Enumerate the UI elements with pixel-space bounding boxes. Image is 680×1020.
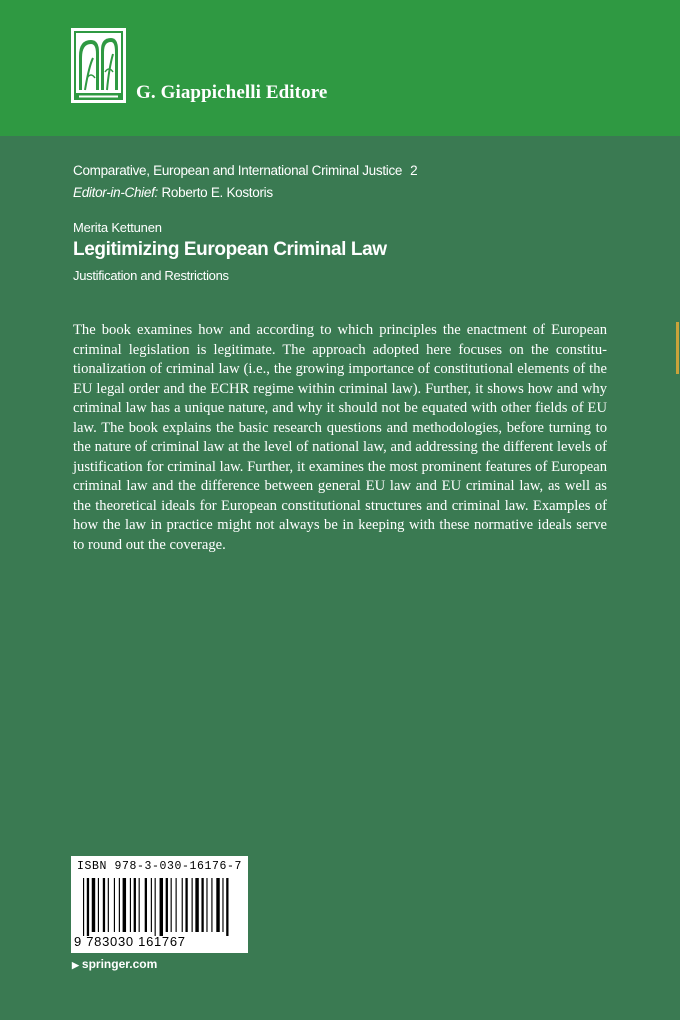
series-line: [73, 163, 417, 178]
barcode-bar: [160, 878, 163, 936]
edge-marker: [676, 322, 679, 374]
book-title: Legitimizing European Criminal Law: [73, 239, 387, 260]
editor-line: [73, 185, 273, 200]
barcode-bar: [108, 878, 109, 932]
book-subtitle: Justification and Restrictions: [73, 268, 229, 283]
isbn-barcode-box: [71, 856, 248, 953]
barcode-bar: [87, 878, 89, 936]
triangle-right-icon: ▶: [72, 960, 79, 970]
barcode-bar: [83, 878, 84, 936]
book-blurb: The book examines how and according to which principles the enactment of European criminal legislation is legitimate. The approach adopted here focuses on the constitutionalization of criminal law (i.e., the growing importance of constitutional elements of the EU legal order and the ECHR regime within criminal law). Further, it shows how and why criminal law has a unique nature, and why it should not be equated with other fields of EU law. The book explains the basic research questions and methodologies, before turning to the nature of criminal law at the level of national law, and addressing the different levels of justification for criminal law. Further, it examines the most prominent features of European criminal law and the difference between general EU law and EU criminal law, as well as the theoretical ideals for European constitutional structures and criminal law. Examples of how the law in practice might not always be in keeping with these normative ideals serve to round out the coverage.: [73, 322, 607, 553]
barcode-bar: [211, 878, 212, 932]
barcode-bar: [195, 878, 198, 932]
barcode-bar: [192, 878, 193, 932]
barcode-bar: [139, 878, 140, 932]
series-number: 2: [410, 163, 418, 178]
barcode-bar: [185, 878, 187, 932]
barcode-bar: [123, 878, 126, 932]
series-title: Comparative, European and International Criminal Justice: [73, 163, 403, 178]
barcode-bar: [145, 878, 147, 932]
barcode-bar: [222, 878, 223, 932]
barcode-bar: [166, 878, 168, 932]
barcode-bar: [98, 878, 99, 932]
isbn-label: ISBN 978-3-030-16176-7: [77, 860, 243, 873]
barcode-bar: [92, 878, 95, 932]
barcode-bar: [103, 878, 105, 932]
barcode-digits: 9 783030 161767: [74, 934, 186, 949]
barcode-bar: [206, 878, 207, 932]
barcode-bar: [130, 878, 131, 932]
editor-role: Editor-in-Chief:: [73, 185, 158, 200]
publisher-logo-icon: [71, 28, 126, 103]
barcode-bar: [114, 878, 115, 932]
editor-name: Roberto E. Kostoris: [161, 185, 273, 200]
springer-url: springer.com: [81, 957, 158, 971]
barcode-bar: [176, 878, 177, 932]
book-author: Merita Kettunen: [73, 220, 162, 235]
barcode-bar: [151, 878, 152, 932]
barcode-bar: [171, 878, 172, 932]
barcode: [81, 878, 241, 938]
springer-link[interactable]: [72, 957, 157, 971]
barcode-bar: [119, 878, 120, 932]
barcode-bar: [134, 878, 136, 932]
barcode-bar: [226, 878, 228, 936]
publisher-name: G. Giappichelli Editore: [136, 82, 328, 103]
barcode-bar: [155, 878, 156, 936]
barcode-bar: [216, 878, 219, 932]
barcode-bar: [182, 878, 183, 932]
barcode-bar: [201, 878, 203, 932]
